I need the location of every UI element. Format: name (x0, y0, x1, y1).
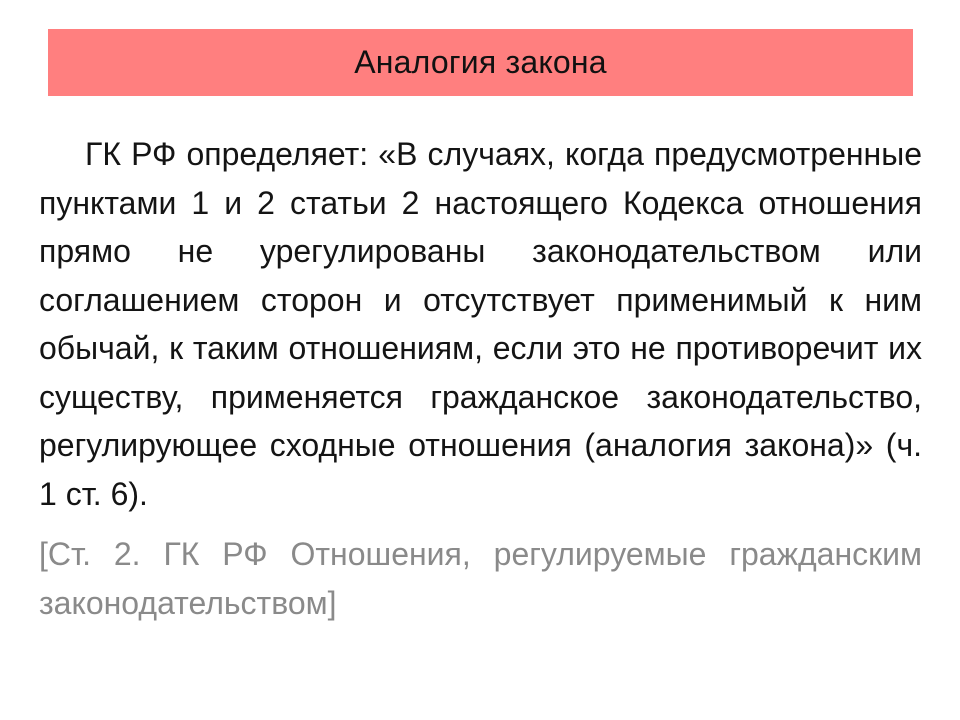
slide-title: Аналогия закона (354, 44, 607, 80)
slide-content (39, 130, 922, 627)
slide-title-bar (48, 29, 913, 96)
main-paragraph: ГК РФ определяет: «В случаях, когда предусмотренные пунктами 1 и 2 статьи 2 настоящего Кодекса отношения прямо не урегулированы законодательством или соглашением сторон и отсутствует применимый к ним обычай, к таким отношениям, если это не противоречит их существу, применяется гражданское законодательство, регулирующее сходные отношения (аналогия закона)» (ч. 1 ст. 6). (39, 136, 922, 512)
reference-note: [Ст. 2. ГК РФ Отношения, регулируемые гражданским законодательством] (39, 536, 922, 621)
